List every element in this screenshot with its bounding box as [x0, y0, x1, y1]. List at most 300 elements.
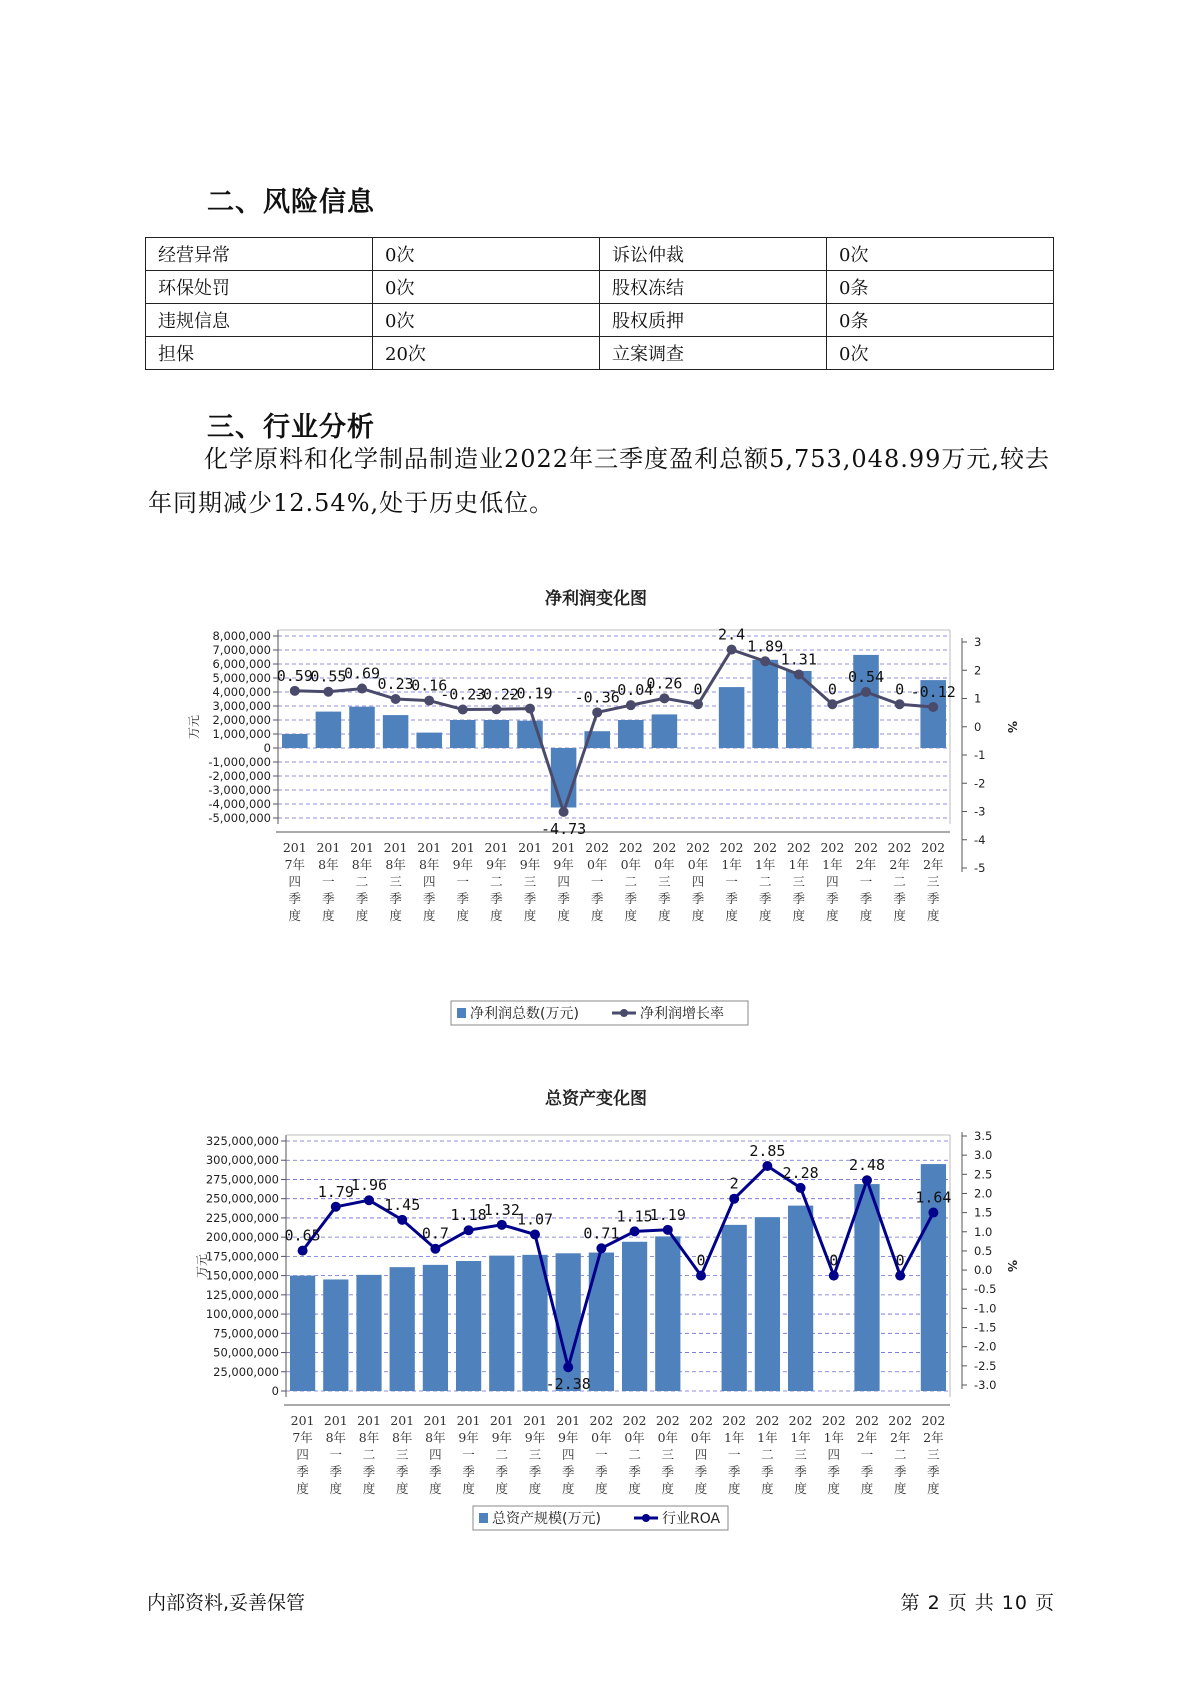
risk-item-label: 经营异常 [146, 238, 373, 271]
line-point [729, 1194, 739, 1204]
x-tick-label: 201 [484, 840, 509, 855]
x-tick-label: 季 [528, 1464, 542, 1479]
bar [390, 1267, 415, 1391]
line-point [794, 669, 804, 679]
x-tick-label: 202 [622, 1413, 647, 1428]
x-tick-label: 三 [661, 1447, 675, 1462]
x-tick-label: 三 [658, 874, 671, 889]
x-tick-label: 二 [362, 1447, 376, 1462]
x-tick-label: 四 [296, 1447, 309, 1462]
x-tick-label: 季 [826, 891, 839, 906]
x-tick-label: 度 [288, 908, 302, 923]
x-tick-label: 度 [561, 1481, 575, 1496]
x-tick-label: 0年 [586, 857, 608, 872]
x-tick-label: 202 [821, 1413, 846, 1428]
x-tick-label: 季 [792, 891, 806, 906]
y2-tick-label: -2.0 [974, 1339, 997, 1354]
x-tick-label: 季 [926, 891, 940, 906]
bar [383, 715, 409, 748]
data-label: 1.45 [384, 1195, 421, 1214]
x-tick-label: 7年 [292, 1430, 313, 1445]
x-tick-label: 一 [595, 1447, 608, 1462]
x-tick-label: 季 [296, 1464, 309, 1479]
risk-item-label: 股权质押 [600, 304, 827, 337]
y-tick-label: -4,000,000 [208, 797, 271, 811]
data-label: 1.89 [747, 637, 784, 656]
x-tick-label: 度 [826, 908, 839, 923]
net-profit-chart [0, 580, 1191, 1040]
x-tick-label: 一 [456, 874, 470, 889]
x-tick-label: 季 [490, 891, 503, 906]
page-number: 第 2 页 共 10 页 [900, 1592, 1055, 1614]
x-tick-label: 度 [827, 1481, 841, 1496]
x-tick-label: 季 [761, 1464, 774, 1479]
y-tick-label: 2,000,000 [212, 713, 271, 727]
data-label: 0.26 [646, 674, 683, 693]
line-point [659, 693, 669, 703]
bar [423, 1265, 448, 1391]
x-tick-label: 度 [661, 1481, 675, 1496]
line-point [559, 807, 569, 817]
risk-item-value: 0条 [827, 304, 1054, 337]
line-point [861, 687, 871, 697]
y-tick-label: 7,000,000 [212, 643, 271, 657]
line-point [491, 704, 501, 714]
x-tick-label: 度 [389, 908, 402, 923]
data-label: 1.64 [915, 1188, 952, 1207]
data-label: 1.18 [450, 1206, 487, 1225]
data-label: -4.73 [541, 819, 587, 838]
legend-line-label: 净利润增长率 [640, 1006, 724, 1022]
x-tick-label: 度 [859, 908, 873, 923]
total-assets-chart [0, 1085, 1191, 1545]
bar [323, 1279, 348, 1391]
chart-title: 总资产变化图 [545, 1089, 647, 1109]
x-tick-label: 202 [887, 840, 912, 855]
data-label: 0.23 [377, 675, 414, 694]
data-label: 0.69 [343, 664, 381, 683]
y-tick-label: -2,000,000 [208, 769, 271, 783]
line-point [364, 1195, 374, 1205]
x-tick-label: 季 [927, 1464, 940, 1479]
x-tick-label: 度 [628, 1481, 641, 1496]
x-tick-label: 202 [755, 1413, 780, 1428]
line-point [530, 1229, 540, 1239]
table-row [146, 271, 1054, 304]
x-tick-label: 季 [727, 1464, 741, 1479]
x-tick-label: 季 [395, 1464, 409, 1479]
data-label: 1.07 [516, 1210, 554, 1229]
x-tick-label: 2年 [889, 1430, 911, 1445]
x-tick-label: 二 [761, 1447, 774, 1462]
risk-item-value: 0次 [373, 238, 600, 271]
x-tick-label: 度 [322, 908, 335, 923]
y-axis-title: 万元 [195, 1253, 209, 1279]
x-tick-label: 2年 [889, 857, 910, 872]
x-tick-label: 度 [927, 1481, 940, 1496]
data-label: -0.22 [473, 685, 519, 704]
line-point [497, 1220, 507, 1230]
y-tick-label: 50,000,000 [213, 1345, 279, 1360]
x-tick-label: 202 [722, 1413, 747, 1428]
x-tick-label: 度 [658, 908, 671, 923]
x-tick-label: 季 [362, 1464, 376, 1479]
y2-tick-label: -1.0 [974, 1301, 997, 1316]
x-tick-label: 201 [489, 1413, 514, 1428]
x-tick-label: 度 [355, 908, 369, 923]
y2-tick-label: 3 [974, 635, 982, 649]
data-label: 2.48 [848, 1156, 886, 1175]
section-heading-risk: 二、风险信息 [207, 187, 375, 218]
x-tick-label: 201 [423, 1413, 448, 1428]
line-point [895, 699, 905, 709]
x-tick-label: 201 [551, 840, 576, 855]
y-axis-title: 万元 [187, 714, 201, 740]
x-tick-label: 二 [490, 874, 503, 889]
x-tick-label: 202 [753, 840, 778, 855]
y2-tick-label: 1.0 [974, 1224, 993, 1239]
x-tick-label: 度 [860, 1481, 874, 1496]
x-tick-label: 二 [624, 874, 638, 889]
x-tick-label: 季 [288, 891, 302, 906]
x-tick-label: 季 [355, 891, 369, 906]
x-tick-label: 季 [523, 891, 537, 906]
x-tick-label: 一 [590, 874, 604, 889]
y-tick-label: 300,000,000 [205, 1153, 279, 1168]
line-point [290, 686, 300, 696]
x-tick-label: 二 [355, 874, 369, 889]
bar [589, 1253, 614, 1391]
x-tick-label: 度 [523, 908, 537, 923]
data-label: 0.65 [284, 1226, 321, 1245]
data-label: 0.54 [847, 667, 885, 686]
line-point [796, 1183, 806, 1193]
y2-axis-title: % [1005, 1259, 1019, 1273]
data-label: -0.19 [507, 684, 553, 703]
x-tick-label: 度 [926, 908, 940, 923]
x-tick-label: 季 [329, 1464, 343, 1479]
table-row [146, 337, 1054, 370]
x-tick-label: 201 [350, 840, 374, 855]
x-tick-label: 二 [495, 1447, 509, 1462]
y2-tick-label: -2 [974, 776, 986, 791]
x-tick-label: 1年 [822, 857, 843, 872]
line-point [827, 699, 837, 709]
y-tick-label: 250,000,000 [205, 1191, 279, 1206]
x-tick-label: 季 [557, 891, 570, 906]
data-label: -2.38 [545, 1375, 591, 1394]
x-tick-label: 度 [329, 1481, 343, 1496]
x-tick-label: 三 [528, 1447, 542, 1462]
section-heading-industry: 三、行业分析 [207, 412, 375, 443]
x-tick-label: 度 [557, 908, 570, 923]
legend-bar-label: 净利润总数(万元) [470, 1006, 579, 1022]
data-label: 0.71 [583, 1224, 620, 1243]
y-tick-label: -1,000,000 [208, 755, 271, 769]
x-tick-label: 0年 [687, 857, 709, 872]
y2-tick-label: 0.0 [974, 1263, 993, 1278]
bar [722, 1225, 747, 1391]
data-label: 0.7 [421, 1224, 449, 1243]
y2-tick-label: 3.0 [974, 1148, 993, 1163]
line-point [693, 699, 703, 709]
bar [622, 1242, 647, 1391]
x-tick-label: 202 [820, 840, 845, 855]
x-tick-label: 季 [628, 1464, 641, 1479]
bar [755, 1217, 780, 1391]
x-tick-label: 9年 [524, 1430, 546, 1445]
x-tick-label: 四 [557, 874, 570, 889]
x-tick-label: 201 [316, 840, 341, 855]
y-tick-label: 200,000,000 [205, 1230, 279, 1245]
x-tick-label: 三 [794, 1447, 807, 1462]
x-tick-label: 度 [495, 1481, 509, 1496]
data-label: 1.15 [616, 1207, 653, 1226]
x-tick-label: 9年 [486, 857, 507, 872]
x-tick-label: 1年 [721, 857, 742, 872]
y-tick-label: 150,000,000 [205, 1268, 279, 1283]
bar [551, 748, 577, 808]
x-tick-label: 9年 [557, 1430, 579, 1445]
x-tick-label: 季 [827, 1464, 841, 1479]
x-tick-label: 2年 [922, 857, 944, 872]
risk-item-value: 20次 [373, 337, 600, 370]
y2-tick-label: -1.5 [974, 1320, 997, 1335]
x-tick-label: 1年 [788, 857, 810, 872]
line-point [323, 687, 333, 697]
x-tick-label: 度 [624, 908, 638, 923]
x-tick-label: 202 [788, 1413, 813, 1428]
y2-tick-label: 0.5 [974, 1243, 993, 1258]
x-tick-label: 一 [322, 874, 335, 889]
x-tick-label: 季 [595, 1464, 608, 1479]
legend-line-label: 行业ROA [662, 1511, 721, 1527]
x-tick-label: 季 [694, 1464, 708, 1479]
x-tick-label: 四 [422, 874, 436, 889]
data-label: 1.79 [317, 1182, 354, 1201]
risk-item-label: 担保 [146, 337, 373, 370]
data-label: 2.85 [749, 1142, 786, 1160]
x-tick-label: 201 [556, 1413, 581, 1428]
y2-tick-label: -3.0 [974, 1378, 997, 1392]
footer-note: 内部资料,妥善保管 [147, 1592, 306, 1614]
x-tick-label: 8年 [318, 857, 339, 872]
line-point [760, 656, 770, 666]
data-label: -0.04 [608, 681, 654, 700]
y2-tick-label: -5 [974, 861, 986, 875]
x-tick-label: 三 [792, 874, 806, 889]
x-tick-label: 度 [794, 1481, 807, 1496]
y2-tick-label: 2.0 [974, 1186, 993, 1201]
bar [290, 1276, 315, 1391]
x-tick-label: 四 [288, 874, 302, 889]
x-tick-label: 度 [422, 908, 436, 923]
bar [655, 1236, 680, 1391]
x-tick-label: 三 [926, 874, 940, 889]
x-tick-label: 度 [456, 908, 470, 923]
y-tick-label: 75,000,000 [213, 1326, 279, 1341]
x-tick-label: 季 [758, 891, 772, 906]
risk-info-table [145, 237, 1054, 370]
x-tick-label: 一 [860, 1447, 874, 1462]
x-tick-label: 一 [725, 874, 738, 889]
risk-item-value: 0次 [827, 238, 1054, 271]
x-tick-label: 一 [329, 1447, 343, 1462]
data-label: 1.31 [780, 650, 817, 669]
table-row [146, 238, 1054, 271]
x-tick-label: 1年 [790, 1430, 811, 1445]
x-tick-label: 季 [456, 891, 470, 906]
x-tick-label: 8年 [425, 1430, 446, 1445]
x-tick-label: 202 [655, 1413, 680, 1428]
line-point [762, 1161, 772, 1171]
x-tick-label: 季 [389, 891, 402, 906]
x-tick-label: 季 [859, 891, 873, 906]
x-tick-label: 三 [927, 1447, 940, 1462]
bar [752, 660, 778, 748]
data-label: 0 [895, 1251, 905, 1270]
x-tick-label: 二 [893, 874, 906, 889]
legend-line-marker [642, 1514, 650, 1522]
x-tick-label: 202 [921, 1413, 946, 1428]
x-tick-label: 季 [691, 891, 705, 906]
x-tick-label: 度 [694, 1481, 708, 1496]
line-point [563, 1362, 573, 1372]
line-point [430, 1244, 440, 1254]
x-tick-label: 度 [893, 1481, 907, 1496]
x-tick-label: 四 [826, 874, 839, 889]
y2-tick-label: 1.5 [974, 1205, 993, 1220]
data-label: 1.96 [350, 1176, 388, 1195]
x-tick-label: 季 [661, 1464, 675, 1479]
bar [416, 733, 442, 748]
y-tick-label: 225,000,000 [205, 1210, 279, 1225]
line-point [298, 1246, 308, 1256]
y2-tick-label: 2 [974, 663, 982, 678]
bar [282, 734, 308, 748]
bar [349, 707, 375, 748]
y-tick-label: 100,000,000 [205, 1307, 279, 1322]
x-tick-label: 四 [561, 1447, 575, 1462]
line-point [626, 700, 636, 710]
chart-title: 净利润变化图 [545, 589, 647, 609]
line-point [331, 1202, 341, 1212]
x-tick-label: 202 [652, 840, 677, 855]
x-tick-label: 2年 [855, 857, 877, 872]
x-tick-label: 8年 [418, 857, 440, 872]
line-point [592, 707, 602, 717]
line-point [464, 1225, 474, 1235]
x-tick-label: 季 [893, 891, 906, 906]
x-tick-label: 202 [855, 1413, 879, 1428]
x-tick-label: 三 [523, 874, 537, 889]
paragraph-text: 化学原料和化学制品制造业2022年三季度盈利总额5,753,048.99万元,较去年同期减少12.54%,处于历史低位。 [148, 445, 1051, 517]
y-tick-label: 3,000,000 [212, 699, 271, 713]
line-point [895, 1271, 905, 1281]
data-label: 2 [729, 1174, 739, 1193]
bar [652, 714, 678, 748]
x-tick-label: 四 [694, 1447, 708, 1462]
x-tick-label: 9年 [519, 857, 541, 872]
x-tick-label: 季 [561, 1464, 575, 1479]
x-tick-label: 季 [860, 1464, 874, 1479]
x-tick-label: 度 [725, 908, 738, 923]
x-tick-label: 202 [786, 840, 811, 855]
x-tick-label: 一 [727, 1447, 741, 1462]
bar [618, 720, 644, 748]
line-point [357, 684, 367, 694]
x-tick-label: 201 [523, 1413, 547, 1428]
line-point [663, 1225, 673, 1235]
y2-tick-label: 1 [974, 691, 982, 706]
x-tick-label: 季 [462, 1464, 475, 1479]
x-tick-label: 度 [528, 1481, 542, 1496]
data-label: 2.4 [718, 625, 746, 644]
line-point [424, 696, 434, 706]
y2-tick-label: 2.5 [974, 1167, 993, 1182]
x-tick-label: 202 [618, 840, 643, 855]
y-tick-label: 8,000,000 [212, 629, 271, 643]
x-tick-label: 8年 [391, 1430, 413, 1445]
x-tick-label: 三 [395, 1447, 409, 1462]
x-tick-label: 度 [893, 908, 906, 923]
bar [489, 1256, 514, 1391]
x-tick-label: 度 [595, 1481, 608, 1496]
x-tick-label: 度 [758, 908, 772, 923]
y2-tick-label: -1 [974, 748, 986, 762]
line-point [397, 1215, 407, 1225]
x-tick-label: 度 [691, 908, 705, 923]
x-tick-label: 二 [758, 874, 772, 889]
data-label: 2.28 [782, 1163, 819, 1182]
x-tick-label: 0年 [690, 1430, 712, 1445]
data-label: 0 [895, 680, 905, 699]
x-tick-label: 季 [590, 891, 604, 906]
x-tick-label: 8年 [358, 1430, 380, 1445]
x-tick-label: 2年 [923, 1430, 944, 1445]
line-point [727, 645, 737, 655]
x-tick-label: 度 [761, 1481, 774, 1496]
y-tick-label: 175,000,000 [205, 1249, 279, 1264]
legend-bar-swatch [479, 1513, 488, 1523]
data-label: -0.23 [440, 685, 486, 704]
x-tick-label: 202 [719, 840, 744, 855]
x-tick-label: 度 [727, 1481, 741, 1496]
x-tick-label: 201 [290, 1413, 315, 1428]
y-tick-label: 1,000,000 [212, 727, 271, 741]
data-label: 0 [827, 680, 837, 699]
data-label: 1.19 [649, 1205, 686, 1224]
x-tick-label: 9年 [491, 1430, 513, 1445]
x-tick-label: 201 [518, 840, 542, 855]
line-point [525, 704, 535, 714]
line-point [630, 1226, 640, 1236]
line-point [596, 1243, 606, 1253]
x-tick-label: 202 [585, 840, 610, 855]
x-tick-label: 9年 [458, 1430, 479, 1445]
x-tick-label: 季 [658, 891, 671, 906]
x-tick-label: 201 [282, 840, 307, 855]
x-tick-label: 季 [794, 1464, 807, 1479]
line-point [928, 1208, 938, 1218]
y2-tick-label: -4 [974, 832, 986, 847]
x-tick-label: 9年 [553, 857, 574, 872]
y-tick-label: 5,000,000 [212, 671, 271, 685]
x-tick-label: 1年 [823, 1430, 845, 1445]
y-tick-label: 275,000,000 [205, 1172, 279, 1187]
y2-tick-label: 0 [974, 719, 982, 734]
line-point [391, 694, 401, 704]
